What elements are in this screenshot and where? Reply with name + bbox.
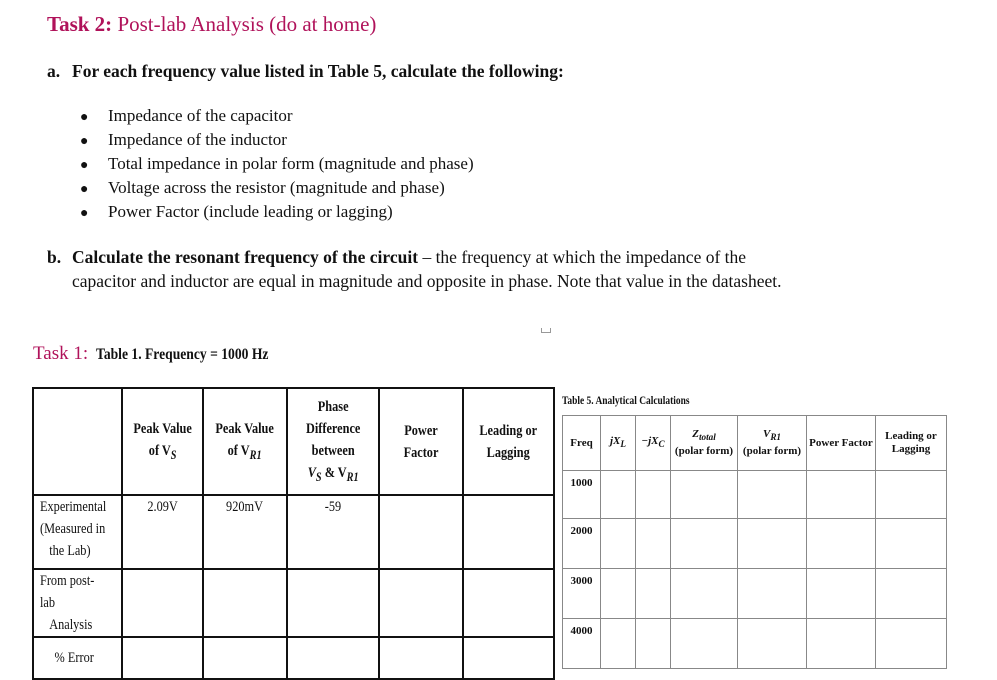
table-cell[interactable] <box>463 569 554 637</box>
table-cell[interactable] <box>807 619 876 669</box>
table-cell[interactable] <box>287 637 379 679</box>
table-cell[interactable] <box>122 569 203 637</box>
header-peak-vr: Peak Value of $V_{R1}$ <box>203 388 287 495</box>
table-cell[interactable] <box>738 569 807 619</box>
table-cell[interactable] <box>738 471 807 519</box>
table-cell[interactable] <box>671 471 738 519</box>
table-cell[interactable] <box>601 619 636 669</box>
table-cell[interactable] <box>876 569 947 619</box>
table-row <box>563 471 947 519</box>
row-label: From post-lab Analysis <box>33 569 122 637</box>
bullet-icon: ● <box>80 134 89 149</box>
question-a-bullet-list <box>80 104 474 224</box>
table-header-row <box>563 416 947 471</box>
table-cell[interactable] <box>807 569 876 619</box>
table1-title <box>33 343 299 365</box>
header-leading-lagging: Leading or Lagging <box>876 416 947 471</box>
freq-cell: 1000 <box>563 471 601 519</box>
table-cell[interactable] <box>671 519 738 569</box>
header-xc: $-jX_C$ <box>636 416 671 471</box>
task1-label: Task 1: <box>33 343 89 364</box>
table-cell[interactable] <box>738 619 807 669</box>
list-item <box>80 104 474 128</box>
header-xl: $jX_L$ <box>601 416 636 471</box>
table-row <box>563 519 947 569</box>
bullet-text: Voltage across the resistor (magnitude and phase) <box>108 178 445 197</box>
table-cell[interactable]: 2.09V <box>122 495 203 569</box>
question-b-text-2: capacitor and inductor are equal in magnitude and opposite in phase. Note that value in the datasheet. <box>72 271 782 291</box>
header-freq: Freq <box>563 416 601 471</box>
table-cell[interactable] <box>379 495 463 569</box>
table-cell[interactable] <box>601 569 636 619</box>
list-item <box>80 200 474 224</box>
table-cell[interactable] <box>636 519 671 569</box>
list-item <box>80 128 474 152</box>
table-cell[interactable] <box>379 569 463 637</box>
freq-cell: 4000 <box>563 619 601 669</box>
table-cell[interactable] <box>601 471 636 519</box>
table-cell[interactable] <box>122 637 203 679</box>
header-phase-difference: Phase Difference between $V_S$ & $V_{R1}$ <box>287 388 379 495</box>
table-row <box>33 637 554 679</box>
bullet-text: Power Factor (include leading or lagging) <box>108 202 393 221</box>
table-cell[interactable] <box>738 519 807 569</box>
table-cell[interactable] <box>807 471 876 519</box>
row-label: % Error <box>33 637 122 679</box>
table1 <box>32 387 555 680</box>
table-cell[interactable] <box>33 388 122 495</box>
table-cell[interactable] <box>876 471 947 519</box>
table-cell[interactable] <box>876 619 947 669</box>
table-cell[interactable] <box>463 495 554 569</box>
table-row <box>33 495 554 569</box>
table-cell[interactable]: 920mV <box>203 495 287 569</box>
bullet-icon: ● <box>80 206 89 221</box>
bullet-text: Impedance of the inductor <box>108 130 287 149</box>
table-cell[interactable] <box>636 619 671 669</box>
table-header-row <box>33 388 554 495</box>
table-cell[interactable] <box>203 569 287 637</box>
table-row <box>563 569 947 619</box>
question-b-bold: Calculate the resonant frequency of the circuit <box>72 247 419 267</box>
question-b-letter: b. <box>47 247 62 267</box>
table-cell[interactable] <box>379 637 463 679</box>
question-b <box>47 245 807 293</box>
bullet-text: Impedance of the capacitor <box>108 106 293 125</box>
freq-cell: 3000 <box>563 569 601 619</box>
table-cell[interactable] <box>636 471 671 519</box>
table-cell[interactable]: -59 <box>287 495 379 569</box>
table-cell[interactable] <box>876 519 947 569</box>
task2-title: Post-lab Analysis (do at home) <box>117 12 377 36</box>
bullet-icon: ● <box>80 158 89 173</box>
question-a <box>47 61 564 82</box>
header-vr1: $V_{R1}$ (polar form) <box>738 416 807 471</box>
table1-caption: Table 1. Frequency = 1000 Hz <box>96 346 269 363</box>
question-a-text: For each frequency value listed in Table 5, calculate the following: <box>72 61 564 81</box>
table-cell[interactable] <box>287 569 379 637</box>
bullet-icon: ● <box>80 182 89 197</box>
table-cell[interactable] <box>671 619 738 669</box>
question-a-letter: a. <box>47 61 61 81</box>
table-cell[interactable] <box>807 519 876 569</box>
table-cell[interactable] <box>203 637 287 679</box>
table-cell[interactable] <box>601 519 636 569</box>
list-item <box>80 152 474 176</box>
table-row <box>33 569 554 637</box>
header-peak-vs: Peak Value of $V_S$ <box>122 388 203 495</box>
bracket-mark <box>541 328 551 333</box>
list-item <box>80 176 474 200</box>
header-power-factor: Power Factor <box>807 416 876 471</box>
table5-title: Table 5. Analytical Calculations <box>562 395 690 407</box>
header-leading-lagging: Leading or Lagging <box>463 388 554 495</box>
table-cell[interactable] <box>671 569 738 619</box>
bullet-icon: ● <box>80 110 89 125</box>
question-b-text-1: – the frequency at which the impedance of the <box>418 247 747 267</box>
table-cell[interactable] <box>463 637 554 679</box>
freq-cell: 2000 <box>563 519 601 569</box>
task2-label: Task 2: <box>47 12 113 36</box>
bullet-text: Total impedance in polar form (magnitude and phase) <box>108 154 474 173</box>
header-ztotal: $Z_{total}$ (polar form) <box>671 416 738 471</box>
table5 <box>562 415 947 669</box>
table-cell[interactable] <box>636 569 671 619</box>
task2-heading <box>47 12 376 37</box>
row-label: Experimental (Measured in the Lab) <box>33 495 122 569</box>
table-row <box>563 619 947 669</box>
header-power-factor: Power Factor <box>379 388 463 495</box>
